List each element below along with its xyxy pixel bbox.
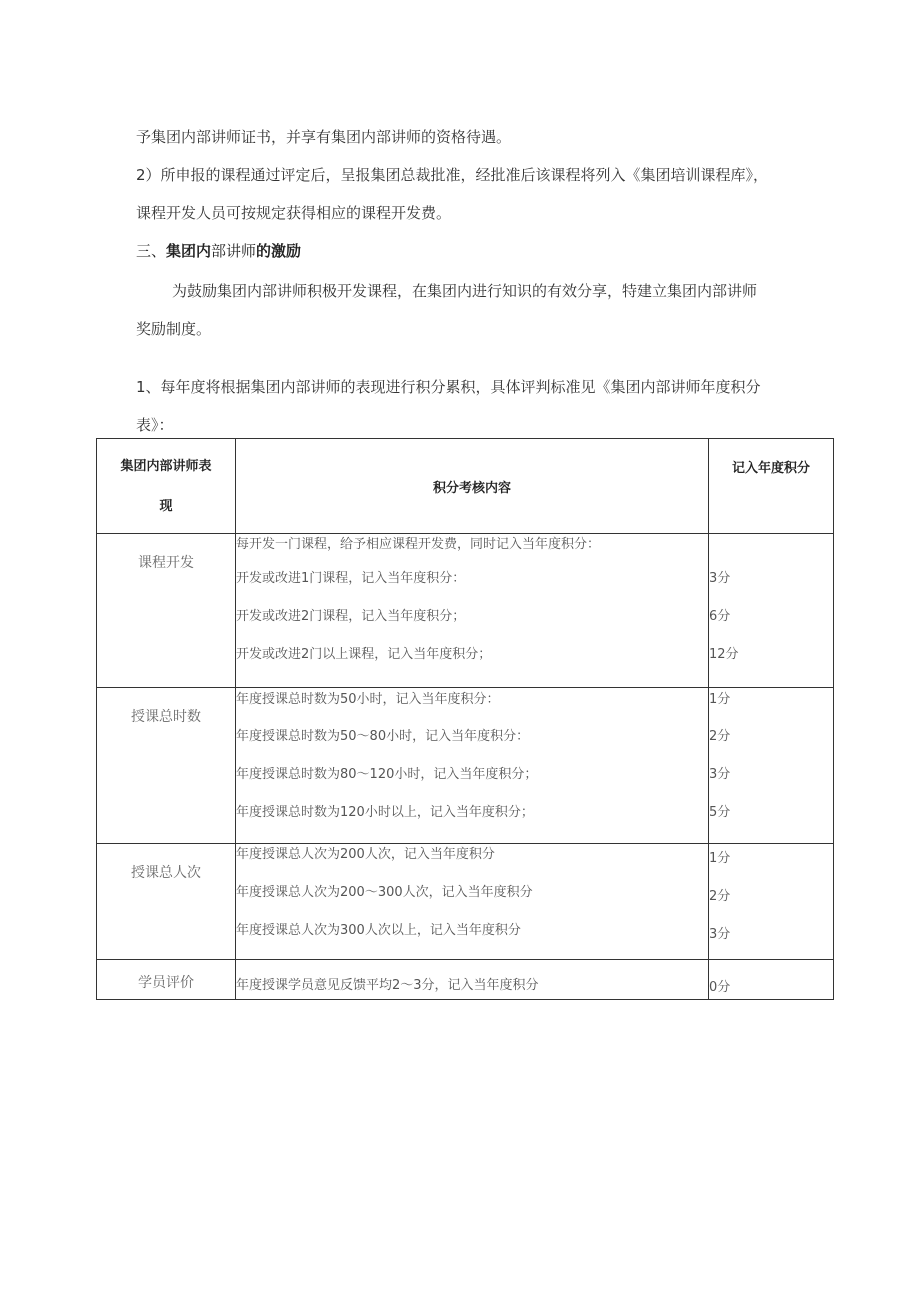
- criterion-text: 年度授课总时数为120小时以上，记入当年度积分；: [236, 805, 534, 820]
- score-value: 3分: [709, 571, 731, 586]
- paragraph-course-approval: 2）所申报的课程通过评定后，呈报集团总裁批准，经批准后该课程将列入《集团培训课程库》，: [136, 166, 769, 184]
- criterion-text: 年度授课总时数为50小时，记入当年度积分：: [236, 692, 500, 707]
- criterion-text: 年度授课总时数为50～80小时，记入当年度积分：: [236, 729, 530, 744]
- criterion-text: 年度授课总时数为80～120小时，记入当年度积分；: [236, 767, 538, 782]
- criterion-intro: 每开发一门课程，给予相应课程开发费，同时记入当年度积分：: [236, 537, 601, 552]
- table-row: [97, 688, 834, 844]
- category-teaching-hours: 授课总时数: [97, 688, 236, 844]
- category-trainee-count: 授课总人次: [97, 844, 236, 960]
- table-header-row: [97, 439, 834, 534]
- header-performance-line-2: 现: [159, 499, 173, 514]
- score-value: 12分: [709, 647, 739, 662]
- header-performance-line-1: 集团内部讲师表: [120, 459, 212, 474]
- content-cell: [236, 960, 709, 1000]
- table-row: [97, 844, 834, 960]
- score-value: 5分: [709, 805, 731, 820]
- table-row: [97, 534, 834, 688]
- paragraph-incentive-intro-cont: 奖励制度。: [136, 320, 212, 338]
- paragraph-certificate: 予集团内部讲师证书，并享有集团内部讲师的资格待遇。: [136, 128, 512, 146]
- header-performance: [97, 439, 236, 534]
- heading-part-2: 部讲师: [211, 242, 257, 260]
- score-value: 1分: [709, 851, 731, 866]
- paragraph-score-rule: 1、每年度将根据集团内部讲师的表现进行积分累积，具体评判标准见《集团内部讲师年度积分: [136, 378, 761, 396]
- criterion-text: 年度授课总人次为200人次，记入当年度积分: [236, 847, 495, 862]
- score-cell: [709, 534, 834, 688]
- score-cell: [709, 960, 834, 1000]
- criterion-text: 年度授课总人次为200～300人次，记入当年度积分: [236, 885, 533, 900]
- heading-part-3: 的激励: [256, 242, 302, 260]
- score-cell: [709, 844, 834, 960]
- content-cell: [236, 534, 709, 688]
- annual-score-table: [96, 438, 834, 1000]
- paragraph-incentive-intro: 为鼓励集团内部讲师积极开发课程，在集团内进行知识的有效分享，特建立集团内部讲师: [172, 282, 758, 300]
- category-course-development: 课程开发: [97, 534, 236, 688]
- score-value: 2分: [709, 729, 731, 744]
- heading-part-1: 集团内: [166, 242, 212, 260]
- score-value: 1分: [709, 692, 731, 707]
- criterion-text: 开发或改进2门以上课程，记入当年度积分；: [236, 647, 492, 662]
- heading-prefix: 三、: [136, 242, 167, 260]
- score-value: 3分: [709, 927, 731, 942]
- content-cell: [236, 688, 709, 844]
- criterion-text: 年度授课学员意见反馈平均2～3分，记入当年度积分: [236, 978, 539, 993]
- paragraph-score-rule-cont: 表》：: [136, 416, 174, 434]
- criterion-text: 开发或改进1门课程，记入当年度积分：: [236, 571, 466, 586]
- content-cell: [236, 844, 709, 960]
- header-assessment-content: 积分考核内容: [236, 439, 709, 534]
- table-row: [97, 960, 834, 1000]
- score-cell: [709, 688, 834, 844]
- section-heading-incentive: [136, 240, 301, 261]
- score-value: 0分: [709, 980, 731, 995]
- header-annual-score: 记入年度积分: [709, 439, 834, 534]
- score-spacer: [709, 534, 833, 560]
- criterion-text: 开发或改进2门课程，记入当年度积分；: [236, 609, 466, 624]
- category-trainee-evaluation: 学员评价: [97, 960, 236, 1000]
- criterion-text: 年度授课总人次为300人次以上，记入当年度积分: [236, 923, 521, 938]
- score-value: 2分: [709, 889, 731, 904]
- score-value: 3分: [709, 767, 731, 782]
- score-value: 6分: [709, 609, 731, 624]
- paragraph-course-fee: 课程开发人员可按规定获得相应的课程开发费。: [136, 204, 452, 222]
